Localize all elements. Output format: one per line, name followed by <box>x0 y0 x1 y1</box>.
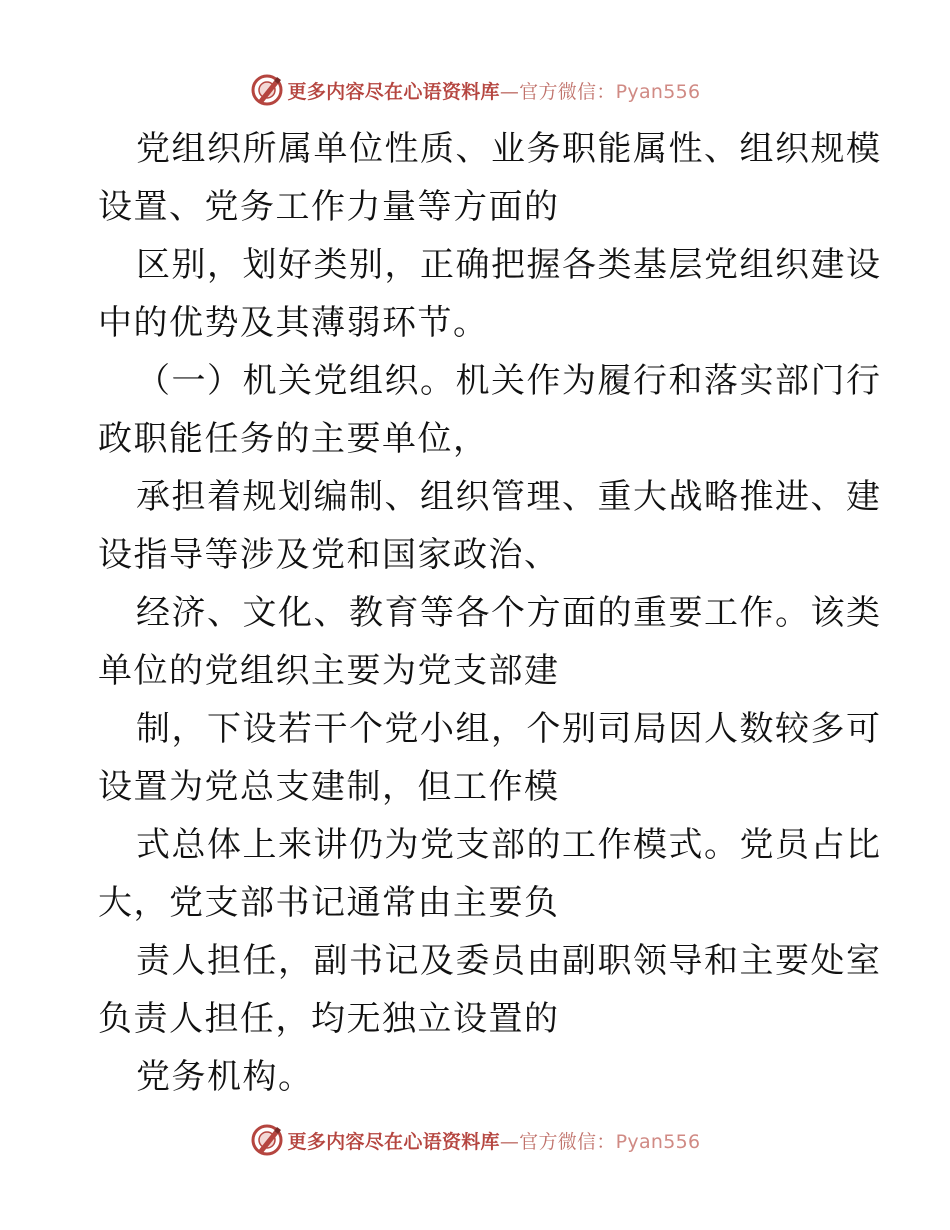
text-line: 制，下设若干个党小组，个别司局因人数较多可 <box>136 709 882 749</box>
banner-wechat-label: —官方微信： <box>499 80 616 103</box>
text-line: 政职能任务的主要单位， <box>98 419 489 459</box>
footer-banner <box>0 1120 950 1160</box>
text-line: 负责人担任，均无独立设置的 <box>98 999 560 1039</box>
text-line: 单位的党组织主要为党支部建 <box>98 651 560 691</box>
banner-title: 更多内容尽在心语资料库 <box>287 80 500 103</box>
text-line: 设指导等涉及党和国家政治、 <box>98 535 560 575</box>
banner-text <box>288 1127 701 1154</box>
header-banner <box>0 70 950 110</box>
text-line: 区别，划好类别，正确把握各类基层党组织建设 <box>136 245 882 285</box>
pen-logo-icon <box>250 73 284 107</box>
text-line: 设置为党总支建制，但工作模 <box>98 767 560 807</box>
document-body <box>98 120 882 1106</box>
text-line: 承担着规划编制、组织管理、重大战略推进、建 <box>136 477 882 517</box>
banner-title: 更多内容尽在心语资料库 <box>287 1130 500 1153</box>
pen-logo-icon <box>250 1123 284 1157</box>
text-line: 设置、党务工作力量等方面的 <box>98 187 560 227</box>
text-line: 责人担任，副书记及委员由副职领导和主要处室 <box>136 941 882 981</box>
banner-wechat-label: —官方微信： <box>499 1130 616 1153</box>
text-line: 式总体上来讲仍为党支部的工作模式。党员占比 <box>136 825 882 865</box>
banner-wechat-id: Pyan556 <box>615 80 701 103</box>
banner-wechat-id: Pyan556 <box>615 1130 701 1153</box>
text-line: 经济、文化、教育等各个方面的重要工作。该类 <box>136 593 882 633</box>
banner-text <box>288 77 701 104</box>
text-line: （一）机关党组织。机关作为履行和落实部门行 <box>136 361 882 401</box>
text-line: 党务机构。 <box>136 1057 314 1097</box>
text-line: 中的优势及其薄弱环节。 <box>98 303 489 343</box>
text-line: 大，党支部书记通常由主要负 <box>98 883 560 923</box>
text-line: 党组织所属单位性质、业务职能属性、组织规模 <box>136 129 882 169</box>
